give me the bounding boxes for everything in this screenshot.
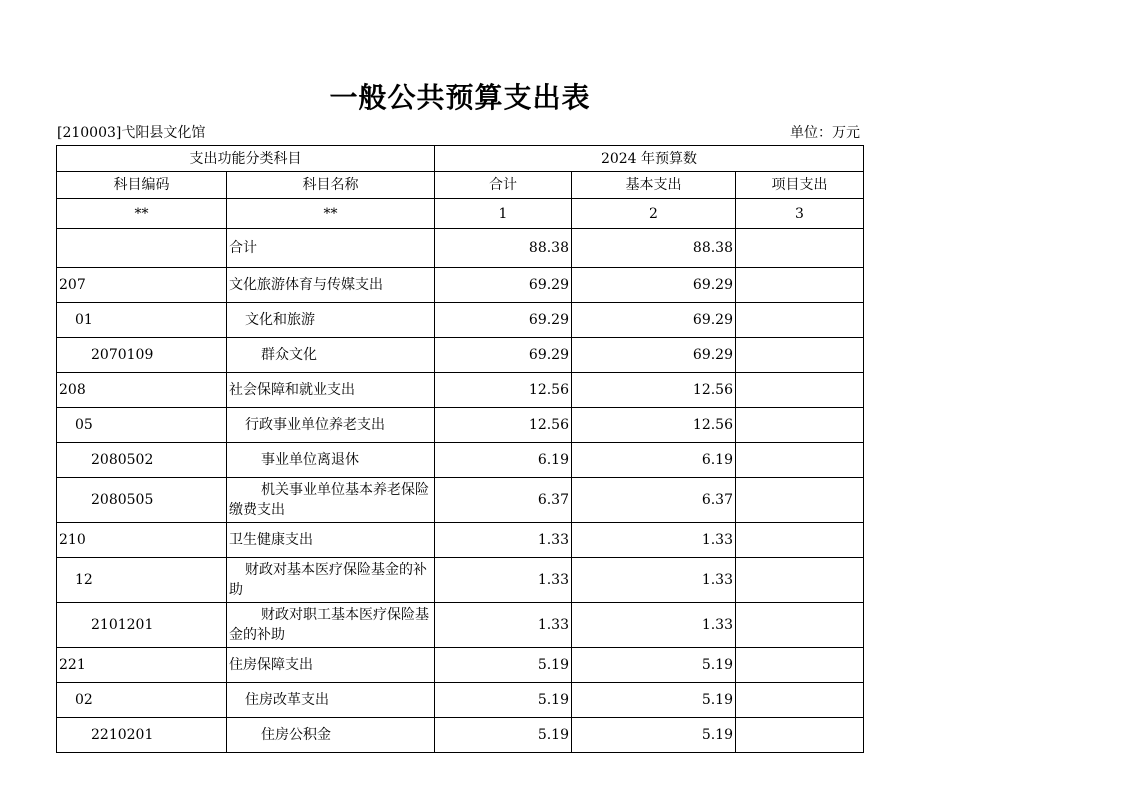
table-row: [57, 718, 864, 753]
cell-project: [736, 443, 864, 478]
cell-code: 208: [57, 373, 227, 408]
cell-total: 6.19: [435, 443, 572, 478]
cell-total: 6.37: [435, 478, 572, 523]
table-row: [57, 408, 864, 443]
cell-project: [736, 229, 864, 268]
cell-project: [736, 268, 864, 303]
cell-name: 合计: [227, 229, 435, 268]
budget-table: [56, 145, 864, 753]
cell-basic: 1.33: [572, 603, 736, 648]
cell-total: 5.19: [435, 648, 572, 683]
cell-basic: 12.56: [572, 408, 736, 443]
cell-project: [736, 558, 864, 603]
cell-project: [736, 338, 864, 373]
cell-name: 卫生健康支出: [227, 523, 435, 558]
header-group-functional: 支出功能分类科目: [57, 146, 435, 172]
cell-name: 住房改革支出: [227, 683, 435, 718]
table-row: [57, 303, 864, 338]
cell-basic: 88.38: [572, 229, 736, 268]
cell-project: [736, 478, 864, 523]
header-code: 科目编码: [57, 172, 227, 199]
cell-name: 住房公积金: [227, 718, 435, 753]
header-group-row: [57, 146, 864, 172]
unit-name: [210003]弋阳县文化馆: [57, 125, 206, 141]
cell-total: 5.19: [435, 683, 572, 718]
marker-name: **: [227, 199, 435, 229]
cell-code: 2210201: [57, 718, 227, 753]
cell-name: 群众文化: [227, 338, 435, 373]
cell-total: 1.33: [435, 523, 572, 558]
cell-name: 机关事业单位基本养老保险缴费支出: [227, 478, 435, 523]
cell-code: 12: [57, 558, 227, 603]
cell-total: 5.19: [435, 718, 572, 753]
header-project: 项目支出: [736, 172, 864, 199]
cell-name: 住房保障支出: [227, 648, 435, 683]
cell-code: 210: [57, 523, 227, 558]
table-row: [57, 268, 864, 303]
cell-name: 行政事业单位养老支出: [227, 408, 435, 443]
header-basic: 基本支出: [572, 172, 736, 199]
cell-project: [736, 718, 864, 753]
cell-basic: 1.33: [572, 558, 736, 603]
header-name: 科目名称: [227, 172, 435, 199]
cell-code: 221: [57, 648, 227, 683]
cell-project: [736, 683, 864, 718]
cell-code: 2080502: [57, 443, 227, 478]
table-row: [57, 558, 864, 603]
cell-basic: 69.29: [572, 303, 736, 338]
cell-code: 02: [57, 683, 227, 718]
table-row: [57, 443, 864, 478]
cell-basic: 5.19: [572, 648, 736, 683]
table-row: [57, 523, 864, 558]
cell-basic: 5.19: [572, 683, 736, 718]
table-row: [57, 338, 864, 373]
cell-basic: 69.29: [572, 338, 736, 373]
cell-code: 2101201: [57, 603, 227, 648]
cell-name: 财政对职工基本医疗保险基金的补助: [227, 603, 435, 648]
cell-total: 88.38: [435, 229, 572, 268]
table-row: [57, 478, 864, 523]
cell-code: 01: [57, 303, 227, 338]
table-row: [57, 373, 864, 408]
header-column-row: [57, 172, 864, 199]
cell-project: [736, 408, 864, 443]
cell-total: 12.56: [435, 408, 572, 443]
cell-project: [736, 648, 864, 683]
cell-code: 05: [57, 408, 227, 443]
marker-total: 1: [435, 199, 572, 229]
cell-basic: 12.56: [572, 373, 736, 408]
cell-code: 2080505: [57, 478, 227, 523]
cell-project: [736, 373, 864, 408]
cell-project: [736, 603, 864, 648]
cell-code: 2070109: [57, 338, 227, 373]
cell-basic: 5.19: [572, 718, 736, 753]
cell-total: 12.56: [435, 373, 572, 408]
cell-project: [736, 523, 864, 558]
cell-name: 文化和旅游: [227, 303, 435, 338]
page-title: 一般公共预算支出表: [329, 81, 591, 114]
cell-total: 69.29: [435, 268, 572, 303]
currency-unit: 单位：万元: [790, 125, 860, 141]
cell-name: 财政对基本医疗保险基金的补助: [227, 558, 435, 603]
cell-total: 69.29: [435, 303, 572, 338]
cell-total: 69.29: [435, 338, 572, 373]
cell-name: 文化旅游体育与传媒支出: [227, 268, 435, 303]
marker-code: **: [57, 199, 227, 229]
marker-basic: 2: [572, 199, 736, 229]
header-marker-row: [57, 199, 864, 229]
table-row: [57, 603, 864, 648]
cell-total: 1.33: [435, 558, 572, 603]
cell-code: [57, 229, 227, 268]
cell-name: 社会保障和就业支出: [227, 373, 435, 408]
cell-project: [736, 303, 864, 338]
table-row: [57, 229, 864, 268]
table-row: [57, 683, 864, 718]
header-group-budget: 2024 年预算数: [435, 146, 864, 172]
cell-basic: 6.37: [572, 478, 736, 523]
header-total: 合计: [435, 172, 572, 199]
cell-name: 事业单位离退休: [227, 443, 435, 478]
table-row: [57, 648, 864, 683]
cell-code: 207: [57, 268, 227, 303]
marker-project: 3: [736, 199, 864, 229]
cell-basic: 69.29: [572, 268, 736, 303]
cell-basic: 1.33: [572, 523, 736, 558]
cell-total: 1.33: [435, 603, 572, 648]
cell-basic: 6.19: [572, 443, 736, 478]
